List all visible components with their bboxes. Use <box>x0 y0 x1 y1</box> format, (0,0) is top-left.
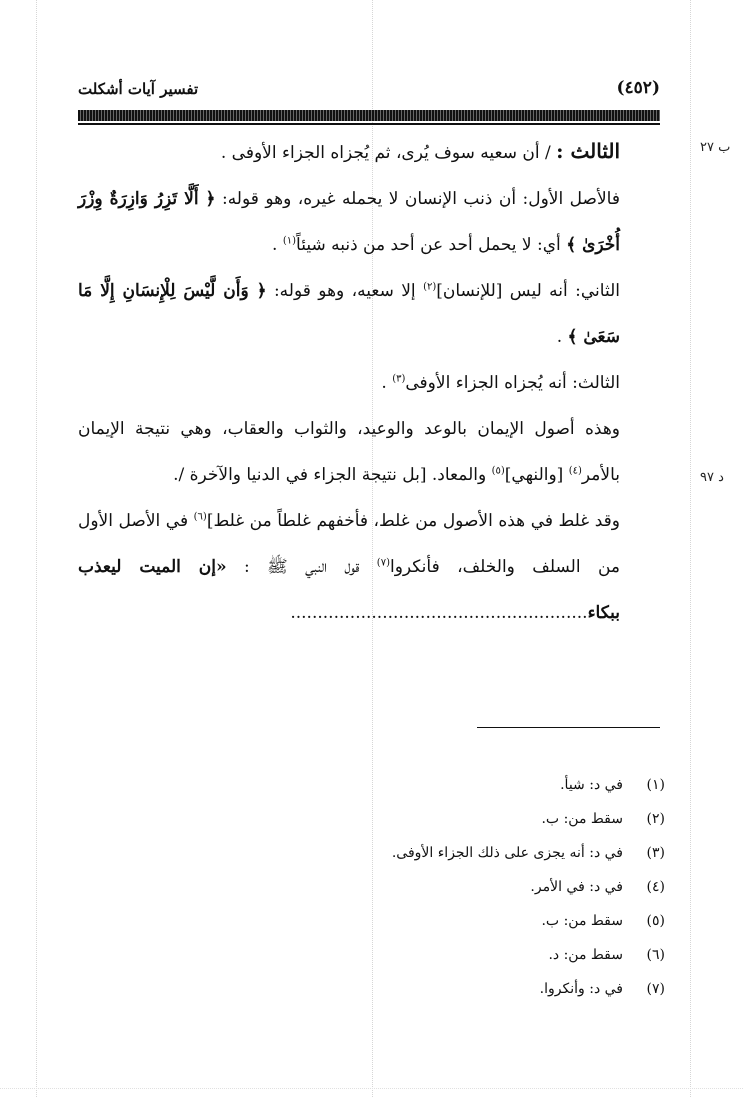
footnote-number: (٧) <box>646 981 665 997</box>
margin-manuscript-ref: د ٩٧ <box>700 470 724 485</box>
footnote-number: (٣) <box>646 845 665 861</box>
paragraph-text: . <box>381 373 387 393</box>
scan-guide <box>0 1088 743 1089</box>
footnote-item <box>120 768 665 802</box>
footnote-number: (١) <box>646 777 665 793</box>
footnote-text: في د: وأنكروا. <box>539 981 623 997</box>
paragraph-text: وقد غلط في هذه الأصول من غلط، فأخفهم غلطاً من غلط] <box>206 511 620 531</box>
footnote-ref[interactable]: (٣) <box>392 373 406 385</box>
footnote-number: (٢) <box>646 811 665 827</box>
footnote-text: سقط من: ب. <box>541 913 623 929</box>
paragraph <box>78 360 660 406</box>
page-number: (٤٥٢) <box>616 78 660 98</box>
footnote-text: سقط من: ب. <box>541 811 623 827</box>
paragraph-text: أي: لا يحمل أحد عن أحد من ذنبه شيئاً <box>296 235 561 255</box>
paragraph-text: الثالث: أنه يُجزاه الجزاء الأوفى <box>405 373 620 393</box>
footnote-text: في د: أنه يجزى على ذلك الجزاء الأوفى. <box>391 845 623 861</box>
continuation-dots: ....................................................... <box>290 603 588 623</box>
footnotes <box>120 768 665 1006</box>
paragraph-lead: الثالث : <box>556 139 620 163</box>
paragraph-text: . <box>556 327 563 347</box>
footnote-number: (٤) <box>646 879 665 895</box>
footnote-separator <box>477 727 660 728</box>
quran-verse: ﴿ وَأَن لَّيْسَ لِلْإِنسَانِ إِلَّا مَا سَعَىٰ ﴾ <box>78 281 620 347</box>
paragraph-text: والمعاد. [بل نتيجة الجزاء في الدنيا والآخرة /. <box>173 465 487 485</box>
footnote-ref[interactable]: (١) <box>282 235 297 247</box>
footnote-ref[interactable]: (٦) <box>193 511 207 523</box>
running-header <box>78 78 660 104</box>
footnote-item <box>120 836 665 870</box>
footnote-ref[interactable]: (٢) <box>423 281 437 293</box>
header-rule <box>78 110 660 121</box>
paragraph-text: . <box>272 235 278 255</box>
paragraph <box>78 268 660 360</box>
footnote-number: (٥) <box>646 913 665 929</box>
paragraph <box>78 176 660 268</box>
paragraph-text: فالأصل الأول: أن ذنب الإنسان لا يحمله غيره، وهو قوله: <box>221 189 620 209</box>
main-text <box>78 128 660 636</box>
scan-guide <box>690 0 691 1097</box>
paragraph-text: / أن سعيه سوف يُرى، ثم يُجزاه الجزاء الأوفى . <box>220 143 551 163</box>
quran-verse: ﴿ أَلَّا تَزِرُ وَازِرَةٌ وِزْرَ أُخْرَىٰ ﴾ <box>78 189 620 255</box>
paragraph-text: قول النبي ﷺ : <box>244 557 360 577</box>
footnote-item <box>120 972 665 1006</box>
paragraph <box>78 128 660 176</box>
footnote-item <box>120 938 665 972</box>
footnote-item <box>120 870 665 904</box>
footnote-text: في د: شيأ. <box>560 777 623 793</box>
paragraph-text: إلا سعيه، وهو قوله: <box>273 281 416 301</box>
paragraph <box>78 406 660 498</box>
footnote-text: سقط من: د. <box>548 947 623 963</box>
paragraph-text: وهذه أصول الإيمان بالوعد والوعيد، والثواب والعقاب، وهي نتيجة الإيمان بالأمر <box>78 419 620 485</box>
margin-manuscript-ref: ب ٢٧ <box>700 140 731 155</box>
footnote-item <box>120 904 665 938</box>
footnote-text: في د: في الأمر. <box>530 879 623 895</box>
footnote-ref[interactable]: (٤) <box>568 465 582 477</box>
scan-guide <box>36 0 37 1097</box>
paragraph <box>78 498 660 636</box>
paragraph-text: [والنهي] <box>504 465 564 485</box>
footnote-number: (٦) <box>646 947 665 963</box>
footnote-item <box>120 802 665 836</box>
paragraph-text: في الأصل الأول من السلف والخلف، فأنكروا <box>78 511 621 577</box>
header-title: تفسير آيات أشكلت <box>78 80 199 98</box>
hadith-quote: «إن الميت ليعذب ببكاء <box>78 557 620 623</box>
footnote-ref[interactable]: (٥) <box>491 465 505 477</box>
footnote-ref[interactable]: (٧) <box>376 557 390 569</box>
paragraph-text: الثاني: أنه ليس [للإنسان] <box>436 281 620 301</box>
